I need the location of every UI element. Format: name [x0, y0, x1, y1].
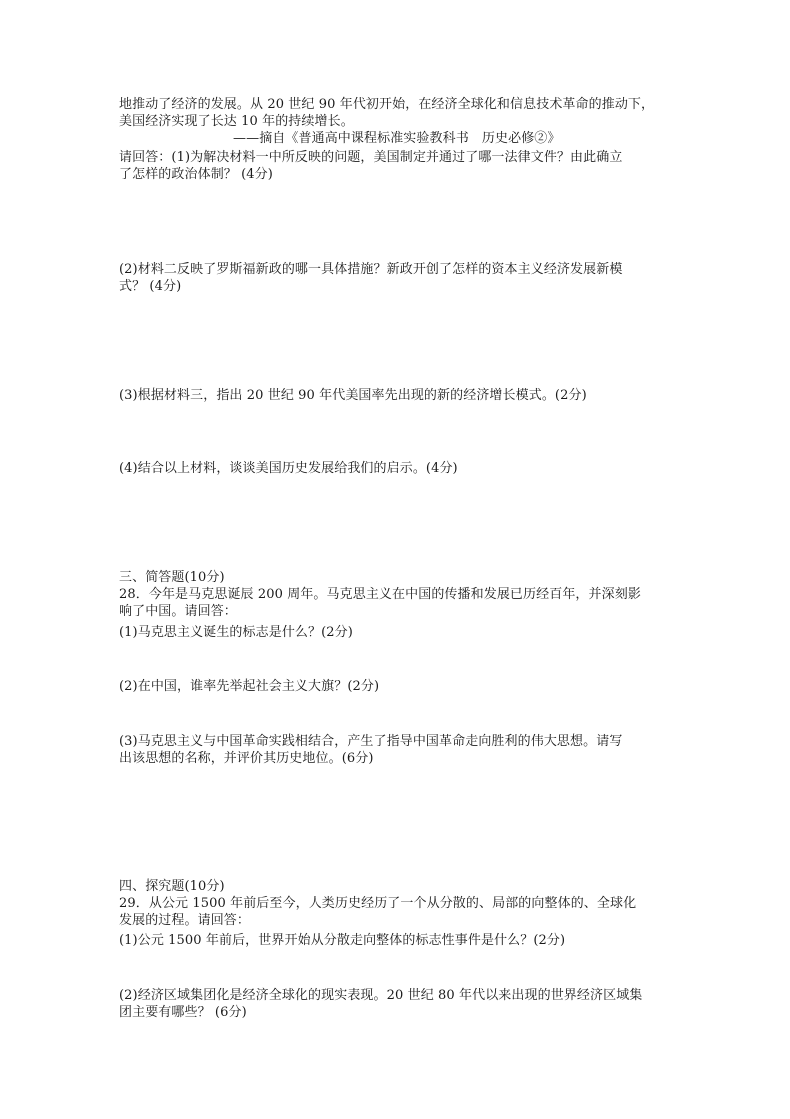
- material-text-line: 美国经济实现了长达 10 年的持续增长。: [119, 114, 354, 129]
- section-heading: 四、探究题(10分): [119, 879, 225, 894]
- question-29-1: (1)公元 1500 年前后，世界开始从分散走向整体的标志性事件是什么？(2分): [119, 933, 566, 948]
- question-27-2-cont: 式？ (4分): [119, 279, 182, 294]
- question-27-2: (2)材料二反映了罗斯福新政的哪一具体措施？新政开创了怎样的资本主义经济发展新模: [119, 262, 623, 277]
- question-29-2-cont: 团主要有哪些？ (6分): [119, 1005, 247, 1020]
- question-29-stem: 29．从公元 1500 年前后至今，人类历史经历了一个从分散的、局部的向整体的、全球化: [119, 896, 637, 911]
- question-29-stem-cont: 发展的过程。请回答：: [119, 913, 251, 928]
- question-27-1: 请回答：(1)为解决材料一中所反映的问题，美国制定并通过了哪一法律文件？由此确立: [119, 150, 623, 165]
- question-27-3: (3)根据材料三，指出 20 世纪 90 年代美国率先出现的新的经济增长模式。(2分): [119, 388, 587, 403]
- question-28-3-cont: 出该思想的名称，并评价其历史地位。(6分): [119, 751, 374, 766]
- question-28-2: (2)在中国，谁率先举起社会主义大旗？(2分): [119, 679, 380, 694]
- question-28-3: (3)马克思主义与中国革命实践相结合，产生了指导中国革命走向胜利的伟大思想。请写: [119, 734, 623, 749]
- material-source: ——摘自《普通高中课程标准实验教科书 历史必修②》: [233, 131, 561, 146]
- question-29-2: (2)经济区域集团化是经济全球化的现实表现。20 世纪 80 年代以来出现的世界经济区域集: [119, 988, 643, 1003]
- material-text-line: 地推动了经济的发展。从 20 世纪 90 年代初开始，在经济全球化和信息技术革命的推动下，: [119, 97, 655, 112]
- question-28-1: (1)马克思主义诞生的标志是什么？(2分): [119, 625, 353, 640]
- question-28-stem: 28．今年是马克思诞辰 200 周年。马克思主义在中国的传播和发展已历经百年，并深刻影: [119, 587, 641, 602]
- question-27-4: (4)结合以上材料，谈谈美国历史发展给我们的启示。(4分): [119, 461, 458, 476]
- question-27-1-cont: 了怎样的政治体制？ (4分): [119, 167, 273, 182]
- question-28-stem-cont: 响了中国。请回答：: [119, 604, 237, 619]
- section-heading: 三、简答题(10分): [119, 570, 225, 585]
